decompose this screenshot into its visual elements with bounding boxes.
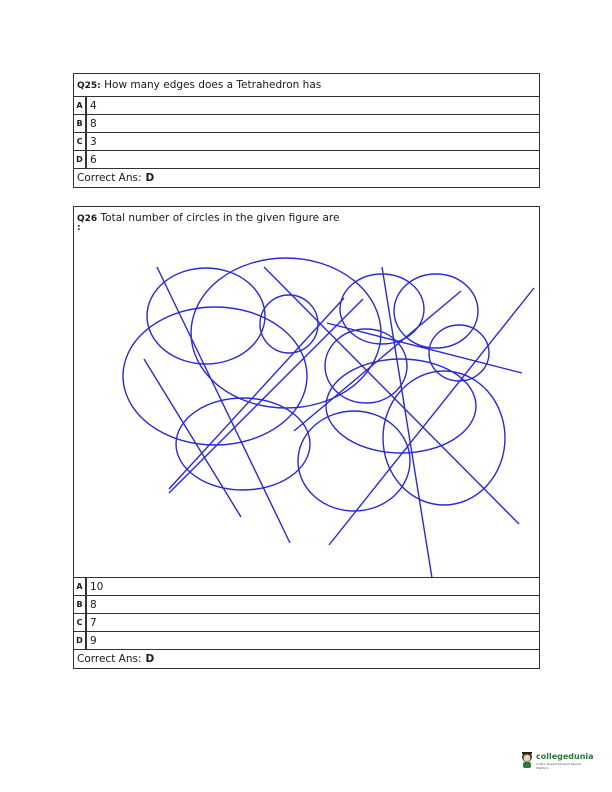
- option-letter: A: [74, 578, 87, 595]
- correct-answer-label: Correct Ans:: [77, 172, 142, 184]
- option-letter: D: [74, 632, 87, 649]
- figure-line: [329, 288, 534, 545]
- option-value: 6: [90, 153, 97, 166]
- option-value: 7: [90, 616, 97, 629]
- logo-wordmark: collegedunia: [536, 752, 594, 761]
- option-row-b[interactable]: [74, 115, 539, 133]
- figure-ellipse: [123, 307, 307, 445]
- option-letter: C: [74, 614, 87, 631]
- option-letter: B: [74, 596, 87, 613]
- correct-answer-value: D: [145, 172, 155, 184]
- logo-tagline: India's largest Student Review Platform: [536, 762, 582, 770]
- option-value: 10: [90, 580, 104, 593]
- figure-line: [327, 323, 522, 373]
- option-row-a[interactable]: [74, 97, 539, 115]
- question-26-number: Q26: [77, 214, 98, 224]
- option-letter: B: [74, 115, 87, 132]
- correct-answer-label: Correct Ans:: [77, 653, 142, 665]
- option-row-d[interactable]: [74, 632, 539, 650]
- question-25-block: [73, 73, 540, 188]
- option-row-b[interactable]: [74, 596, 539, 614]
- figure-line: [144, 359, 241, 517]
- question-26-header: [74, 207, 539, 231]
- option-value: 3: [90, 135, 97, 148]
- correct-answer-row: [74, 650, 539, 668]
- figure-line: [169, 299, 363, 493]
- option-row-c[interactable]: [74, 614, 539, 632]
- option-value: 8: [90, 598, 97, 611]
- option-value: 8: [90, 117, 97, 130]
- figure-line: [157, 267, 290, 543]
- option-letter: D: [74, 151, 87, 168]
- figure-line: [264, 267, 519, 524]
- figure-circle: [260, 295, 318, 353]
- option-letter: A: [74, 97, 87, 114]
- correct-answer-value: D: [145, 653, 155, 665]
- option-row-c[interactable]: [74, 133, 539, 151]
- question-26-text: Total number of circles in the given figure are: [100, 212, 340, 224]
- figure-ellipse: [298, 411, 410, 511]
- option-row-a[interactable]: [74, 578, 539, 596]
- figure-line: [169, 298, 344, 489]
- mascot-icon: [520, 751, 534, 769]
- question-25-text: How many edges does a Tetrahedron has: [104, 79, 322, 91]
- option-value: 9: [90, 634, 97, 647]
- question-25-header: [74, 74, 539, 97]
- option-row-d[interactable]: [74, 151, 539, 169]
- option-value: 4: [90, 99, 97, 112]
- option-letter: C: [74, 133, 87, 150]
- circles-figure: [74, 231, 539, 578]
- collegedunia-logo: [520, 750, 592, 770]
- question-25-number: Q25:: [77, 81, 101, 91]
- question-26-colon: :: [77, 223, 81, 233]
- question-26-block: [73, 206, 540, 669]
- correct-answer-row: [74, 169, 539, 187]
